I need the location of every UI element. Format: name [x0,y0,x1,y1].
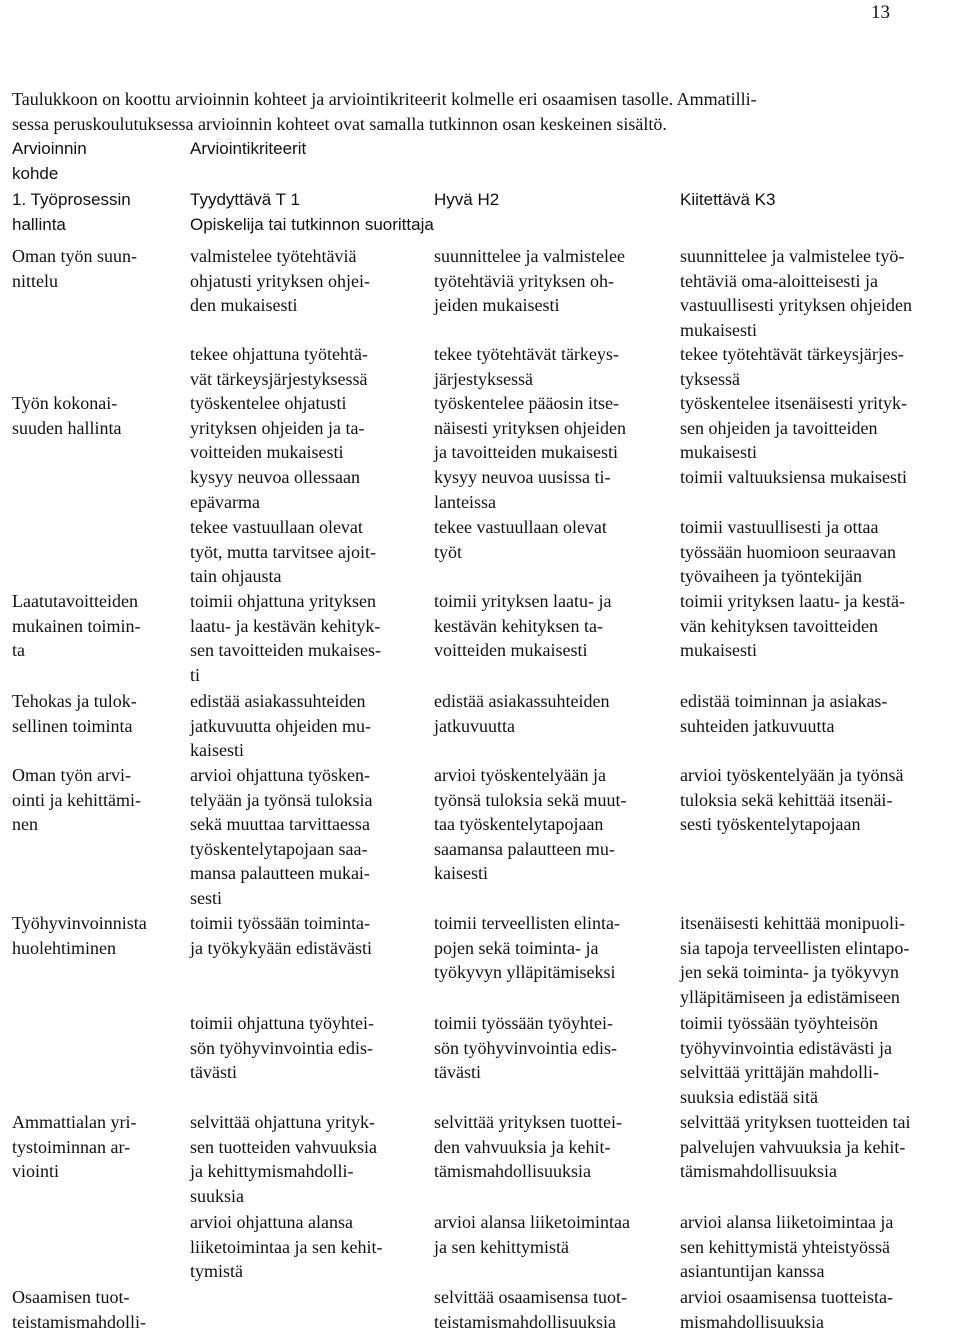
cell-line: mukainen toimin- [12,615,141,636]
cell-line: valmistelee työtehtäviä [190,246,357,266]
performer-label: Opiskelija tai tutkinnon suorittaja [190,215,434,234]
cell-line: toimii työssään toiminta- [190,913,370,933]
cell-line: sekä muuttaa tarvittaessa [190,814,370,835]
level-k3-text [680,391,907,465]
level-t1-text [190,1210,382,1284]
cell-line: mismahdollisuuksia [680,1311,824,1332]
level-t1-text [190,342,368,391]
cell-line: jatkuvuutta [434,715,515,736]
cell-line: toimii työssään työyhteisön [680,1013,878,1033]
cell-line: selvittää yrityksen tuotteiden tai [680,1112,911,1132]
cell-line: sesti [190,887,223,908]
level-header-h2: Hyvä H2 [434,190,500,209]
cell-line: taa työskentelytapojaan [434,814,604,835]
cell-line: sen tuotteiden vahvuuksia [190,1136,377,1157]
cell-line: ointi ja kehittämi- [12,789,141,810]
cell-line: telyään ja työnsä tuloksia [190,789,373,810]
cell-line: kestävän kehityksen ta- [434,615,603,636]
cell-line: tain ohjausta [190,566,282,587]
cell-line: tyksessä [680,368,740,389]
level-k3-text [680,589,905,663]
cell-line: suunnittelee ja valmistelee työ- [680,246,905,266]
cell-line: arvioi osaamisensa tuotteista- [680,1287,893,1307]
cell-line: epävarma [190,491,260,512]
level-h2-text [434,1110,622,1184]
level-h2-text [434,589,611,663]
level-k3-text [680,465,907,490]
cell-line: arvioi ohjattuna alansa [190,1212,353,1232]
level-t1-text [190,911,372,960]
cell-line: mukaisesti [680,319,757,340]
cell-line: suuksia [190,1185,244,1206]
cell-line: ta [12,640,25,661]
cell-line: suuden hallinta [12,417,122,438]
cell-line: sen kehittymistä yhteistyössä [680,1236,890,1257]
cell-line: sellinen toiminta [12,715,133,736]
section-title: 1. Työprosessin hallinta [12,190,131,234]
level-t1-text [190,1011,374,1085]
level-header-t1: Tyydyttävä T 1 [190,190,300,209]
cell-line: sesti työskentelytapojaan [680,814,861,835]
cell-line: Laatutavoitteiden [12,591,138,611]
cell-line: tekee työtehtävät tärkeys- [434,344,619,364]
cell-line: tekee vastuullaan olevat [190,517,363,537]
cell-line: työssään huomioon seuraavan [680,541,896,562]
cell-line: arvioi alansa liiketoimintaa ja [680,1212,894,1232]
level-h2-text [434,244,625,318]
criterion-name [12,689,137,738]
cell-line: tekee ohjattuna työtehtä- [190,344,368,364]
cell-line: kysyy neuvoa uusissa ti- [434,467,611,487]
cell-line: työkyvyn ylläpitämiseksi [434,962,616,983]
cell-line: tävästi [190,1062,237,1083]
level-k3-text [680,689,887,738]
cell-line: jatkuvuutta ohjeiden mu- [190,715,371,736]
level-h2-text [434,763,626,886]
cell-line: edistää asiakassuhteiden [434,691,610,711]
cell-line: kysyy neuvoa ollessaan [190,467,360,487]
cell-line: sen ohjeiden ja tavoitteiden [680,417,878,438]
cell-line: vät tärkeysjärjestyksessä [190,368,368,389]
cell-line: liiketoimintaa ja sen kehit- [190,1236,383,1257]
level-t1-text [190,589,381,687]
cell-line: työt, mutta tarvitsee ajoit- [190,541,376,562]
cell-line: toimii yrityksen laatu- ja kestä- [680,591,905,611]
level-t1-text [190,244,370,318]
level-t1-text [190,763,372,911]
cell-line: palvelujen vahvuuksia ja kehit- [680,1136,906,1157]
criterion-name [12,391,121,440]
cell-line: selvittää yrityksen tuottei- [434,1112,622,1132]
cell-line: suhteiden jatkuvuutta [680,715,835,736]
cell-line: mukaisesti [680,442,757,463]
cell-line: voitteiden mukaisesti [434,640,588,661]
intro-line: sessa peruskoulutuksessa arvioinnin kohteet ovat samalla tutkinnon osan keskeinen sisältö. [12,113,667,134]
cell-line: ohjatusti yrityksen ohjei- [190,270,370,291]
cell-line: Ammattialan yri- [12,1112,137,1132]
cell-line: arvioi alansa liiketoimintaa [434,1212,630,1232]
cell-line: toimii yrityksen laatu- ja [434,591,612,611]
cell-line: toimii vastuullisesti ja ottaa [680,517,879,537]
level-h2-text [434,515,607,564]
intro-paragraph [12,87,952,136]
cell-line: saamansa palautteen mu- [434,838,615,859]
col-header-kohde: Arvioinnin kohde [12,139,87,183]
level-k3-text [680,763,903,837]
criterion-name [12,1110,136,1184]
cell-line: toimii valtuuksiensa mukaisesti [680,467,907,487]
cell-line: työt [434,541,463,562]
cell-line: arvioi työskentelyään ja [434,765,606,785]
level-h2-text [434,465,610,514]
level-header-k3: Kiitettävä K3 [680,190,776,209]
cell-line: kaisesti [434,863,488,884]
col-header-criteria: Arviointikriteerit [190,139,307,158]
level-h2-text [434,689,609,738]
level-h2-text [434,342,619,391]
cell-line: työskentelytapojaan saa- [190,838,368,859]
criterion-name [12,1285,146,1334]
cell-line: selvittää yrittäjän mahdolli- [680,1062,879,1083]
cell-line: tymistä [190,1261,243,1282]
level-h2-text [434,1210,630,1259]
cell-line: suunnittelee ja valmistelee [434,246,625,266]
cell-line: mansa palautteen mukai- [190,863,370,884]
cell-line: viointi [12,1161,60,1182]
cell-line: teistamismahdollisuuksia [434,1311,616,1332]
level-h2-text [434,391,626,465]
cell-line: tekee vastuullaan olevat [434,517,607,537]
cell-line: arvioi ohjattuna työsken- [190,765,370,785]
cell-line: Oman työn arvi- [12,765,131,785]
cell-line: työskentelee itsenäisesti yrityk- [680,393,907,413]
criterion-name [12,763,141,837]
cell-line: näisesti yrityksen ohjeiden [434,417,626,438]
cell-line: työtehtäviä yrityksen oh- [434,270,614,291]
cell-line: ti [190,664,201,685]
cell-line: jeiden mukaisesti [434,295,560,316]
cell-line: teistamismahdolli- [12,1311,146,1332]
cell-line: ja työkykyään edistävästi [190,937,372,958]
cell-line: tuloksia sekä kehittää itsenäi- [680,789,893,810]
cell-line: huolehtiminen [12,937,116,958]
cell-line: työskentelee pääosin itse- [434,393,619,413]
cell-line: nittelu [12,270,58,291]
cell-line: työskentelee ohjatusti [190,393,347,413]
cell-line: tekee työtehtävät tärkeysjärjes- [680,344,904,364]
cell-line: ja kehittymismahdolli- [190,1161,354,1182]
cell-line: ylläpitämiseen ja edistämiseen [680,986,900,1007]
cell-line: toimii ohjattuna työyhtei- [190,1013,374,1033]
level-h2-text [434,1285,627,1334]
cell-line: den mukaisesti [190,295,298,316]
level-k3-text [680,342,904,391]
cell-line: tystoiminnan ar- [12,1136,131,1157]
level-h2-text [434,1011,617,1085]
cell-line: vastuullisesti yrityksen ohjeiden [680,295,912,316]
cell-line: pojen sekä toiminta- ja [434,937,599,958]
cell-line: tehtäviä oma-aloitteisesti ja [680,270,878,291]
level-k3-text [680,515,896,589]
cell-line: Osaamisen tuot- [12,1287,130,1307]
cell-line: järjestyksessä [434,368,533,389]
cell-line: edistää asiakassuhteiden [190,691,366,711]
level-t1-text [190,515,376,589]
cell-line: mukaisesti [680,640,757,661]
cell-line: itsenäisesti kehittää monipuoli- [680,913,905,933]
level-t1-text [190,465,360,514]
cell-line: Tehokas ja tulok- [12,691,137,711]
cell-line: suuksia edistää sitä [680,1086,818,1107]
intro-line: Taulukkoon on koottu arvioinnin kohteet ja arviointikriteerit kolmelle eri osaamisen tasolle. Ammatilli- [12,89,757,109]
cell-line: Oman työn suun- [12,246,137,266]
level-h2-text [434,911,620,985]
cell-line: sen tavoitteiden mukaises- [190,640,381,661]
cell-line: laatu- ja kestävän kehityk- [190,615,381,636]
cell-line: jen sekä toiminta- ja työkyvyn [680,962,899,983]
cell-line: työhyvinvointia edistävästi ja [680,1037,892,1058]
cell-line: toimii työssään työyhtei- [434,1013,613,1033]
cell-line: ja sen kehittymistä [434,1236,569,1257]
page-number: 13 [871,2,890,23]
cell-line: ja tavoitteiden mukaisesti [434,442,618,463]
cell-line: asiantuntijan kanssa [680,1261,825,1282]
cell-line: sön työhyvinvointia edis- [434,1037,617,1058]
criterion-name [12,589,140,663]
cell-line: selvittää osaamisensa tuot- [434,1287,627,1307]
cell-line: sön työhyvinvointia edis- [190,1037,373,1058]
cell-line: tävästi [434,1062,481,1083]
cell-line: arvioi työskentelyään ja työnsä [680,765,904,785]
cell-line: työnsä tuloksia sekä muut- [434,789,627,810]
cell-line: Työn kokonai- [12,393,118,413]
cell-line: nen [12,814,38,835]
level-t1-text [190,391,364,465]
level-k3-text [680,1110,910,1184]
cell-line: tämismahdollisuuksia [680,1161,837,1182]
cell-line: toimii terveellisten elinta- [434,913,620,933]
cell-line: tämismahdollisuuksia [434,1161,591,1182]
cell-line: työvaiheen ja työntekijän [680,566,862,587]
cell-line: lanteissa [434,491,496,512]
cell-line: yrityksen ohjeiden ja ta- [190,417,365,438]
cell-line: toimii ohjattuna yrityksen [190,591,376,611]
cell-line: vän kehityksen tavoitteiden [680,615,878,636]
cell-line: voitteiden mukaisesti [190,442,344,463]
level-k3-text [680,911,909,1009]
cell-line: edistää toiminnan ja asiakas- [680,691,888,711]
level-k3-text [680,1011,892,1109]
level-t1-text [190,689,371,763]
cell-line: sia tapoja terveellisten elintapo- [680,937,910,958]
level-k3-text [680,244,912,342]
criterion-name [12,244,137,293]
level-k3-text [680,1285,893,1334]
cell-line: selvittää ohjattuna yrityk- [190,1112,375,1132]
level-k3-text [680,1210,893,1284]
cell-line: den vahvuuksia ja kehit- [434,1136,611,1157]
level-t1-text [190,1110,377,1208]
criterion-name [12,911,147,960]
cell-line: Työhyvinvoinnista [12,913,147,933]
cell-line: kaisesti [190,740,244,761]
